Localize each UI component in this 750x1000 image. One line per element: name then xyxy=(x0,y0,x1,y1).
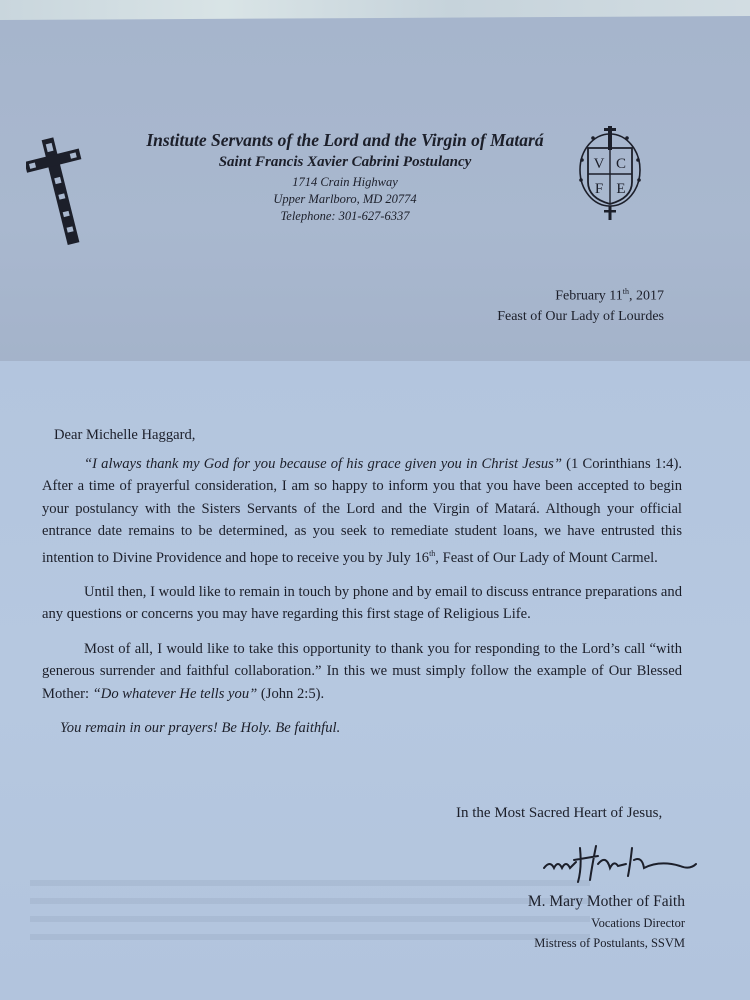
paragraph-1 xyxy=(42,453,682,569)
signer-role-1: Vocations Director xyxy=(591,916,685,930)
paragraph-3-text: Most of all, I would like to take this opportunity to thank you for responding to the Lord’s call “with generous surrender and faithful collaboration.” In this we must simply follow the example of Our Blessed Mother: xyxy=(42,640,682,702)
letterhead xyxy=(120,130,570,225)
paragraph-4: You remain in our prayers! Be Holy. Be faithful. xyxy=(60,720,341,737)
signer-role-2: Mistress of Postulants, SSVM xyxy=(534,936,685,950)
postulancy-name: Saint Francis Xavier Cabrini Postulancy xyxy=(218,154,472,170)
salutation: Dear Michelle Haggard, xyxy=(54,427,196,443)
paragraph-1-end: , Feast of Our Lady of Mount Carmel. xyxy=(435,549,658,566)
institute-crest-icon xyxy=(573,124,647,224)
show-through-text xyxy=(30,880,590,940)
crest-letter-c: C xyxy=(615,156,627,172)
date-line xyxy=(497,282,664,307)
paragraph-1-suffix: th xyxy=(429,548,436,558)
john-quote: “Do whatever He tells you” xyxy=(92,685,258,702)
institute-name: Institute Servants of the Lord and the Virgin of Matará xyxy=(146,130,544,150)
paragraph-1-text: (1 Corinthians 1:4). After a time of prayerful consideration, I am so happy to inform you that you have been accepted to begin your postulancy with the Sisters Servants of the Lord and the Virgin of Matará. Although your official entrance date remains to be determined, as you seek to remediate student loans, we have entrusted this intention to Divine Providence and hope to receive you by July 16 xyxy=(42,455,682,566)
scripture-quote: “I always thank my God for you because of his grace given you in Christ Jesus” xyxy=(84,455,562,472)
paragraph-2: Until then, I would like to remain in touch by phone and by email to discuss entrance preparations and any questions or concerns you may have regarding this first stage of Religious Life. xyxy=(42,583,682,623)
telephone: Telephone: 301-627-6337 xyxy=(280,209,410,223)
feast-line: Feast of Our Lady of Lourdes xyxy=(497,308,664,324)
signoff: In the Most Sacred Heart of Jesus, xyxy=(456,805,663,821)
paragraph-3 xyxy=(42,638,682,706)
letter-date xyxy=(497,282,664,327)
letter-body xyxy=(42,424,682,740)
street-address: 1714 Crain Highway xyxy=(292,175,398,189)
crucifix-icon xyxy=(26,132,96,247)
date-suffix: th xyxy=(622,287,629,296)
signer-name: M. Mary Mother of Faith xyxy=(527,893,685,910)
city-address: Upper Marlboro, MD 20774 xyxy=(273,192,417,206)
paragraph-3-end: (John 2:5). xyxy=(257,685,325,702)
handwritten-signature xyxy=(540,838,700,888)
crest-letter-v: V xyxy=(593,156,605,172)
crest-letter-e: E xyxy=(616,181,626,197)
date-month-day: February 11 xyxy=(555,288,623,304)
crest-letter-f: F xyxy=(594,181,604,197)
date-year: , 2017 xyxy=(629,288,664,304)
